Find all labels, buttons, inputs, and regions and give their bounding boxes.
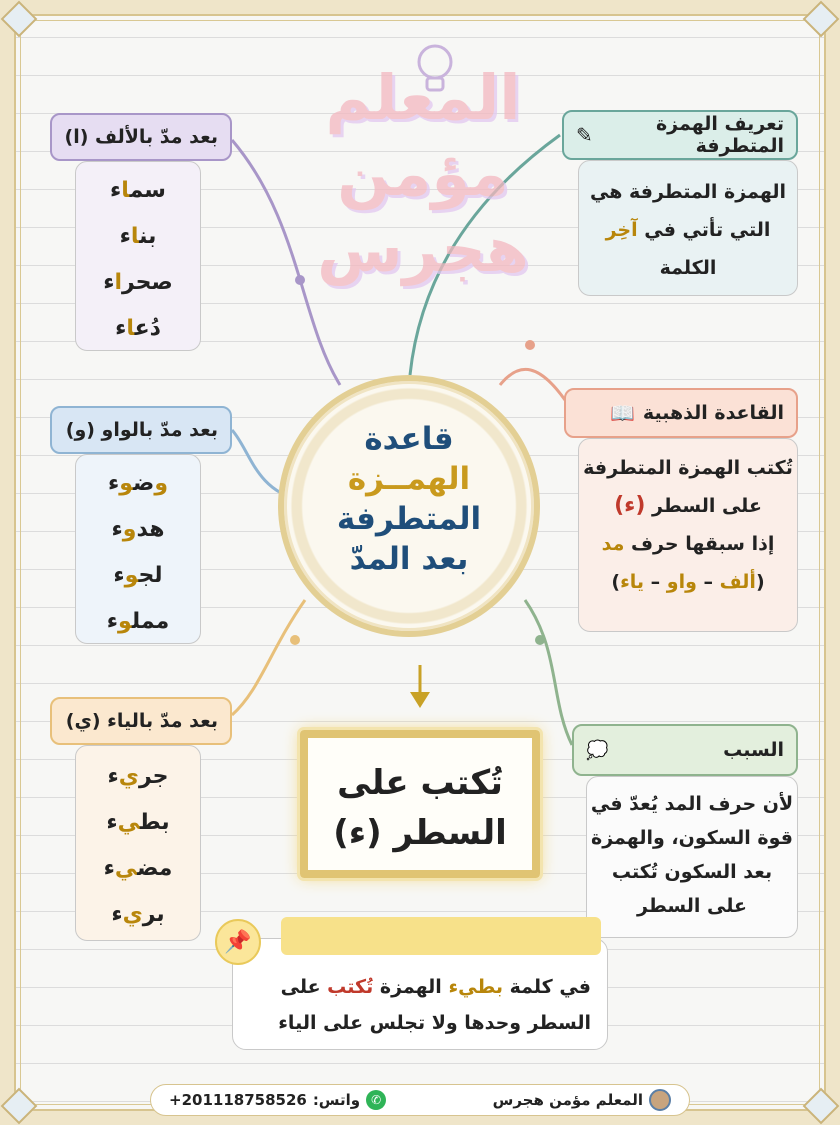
whatsapp-label: واتس: [312, 1091, 361, 1109]
definition-header [562, 110, 798, 160]
example-word: مضيء [103, 856, 173, 881]
note-line: في كلمة بطيء الهمزة تُكتب على [280, 976, 591, 998]
example-word: وضوء [108, 471, 168, 496]
center-title-line: قاعدة [364, 421, 454, 457]
golden-line: إذا سبقها حرف مد [601, 533, 775, 555]
logo-line: المعلم [325, 61, 521, 134]
alif-header [50, 113, 232, 161]
yaa-header [50, 697, 232, 745]
yaa-body [75, 745, 201, 941]
yaa-title: بعد مدّ بالياء (ي) [65, 710, 218, 732]
reason-body [586, 776, 798, 938]
book-icon: 📖 [610, 401, 635, 425]
note-highlight-bar [281, 917, 601, 955]
center-title-line: المتطرفة [336, 501, 482, 537]
teacher-credit [493, 1089, 671, 1111]
waw-body [75, 454, 201, 644]
golden-rule-body [578, 438, 798, 632]
golden-line: على السطر (ء) [614, 493, 762, 518]
logo-line: هجرس [317, 213, 529, 286]
example-word: بريء [111, 902, 165, 927]
example-word: هدوء [111, 517, 165, 542]
golden-line: تُكتب الهمزة المتطرفة [583, 457, 793, 479]
thought-bubble-icon: 💭 [586, 739, 609, 761]
example-word: لجوء [113, 563, 163, 588]
example-word: بناء [119, 224, 157, 249]
reason-title: السبب [723, 739, 784, 761]
rule-line: تُكتب على [337, 763, 503, 803]
definition-title: تعريف الهمزة المتطرفة [655, 113, 784, 157]
center-title-line: بعد المدّ [349, 541, 469, 577]
phone-number[interactable]: +201118758526 [169, 1091, 307, 1109]
definition-line: التي تأتي في آخِر [605, 219, 771, 241]
example-word: جريء [107, 764, 169, 789]
reason-line: قوة السكون، والهمزة [591, 827, 793, 849]
teacher-name: المعلم مؤمن هجرس [492, 1091, 643, 1109]
definition-body [578, 160, 798, 296]
example-word: بطيء [106, 810, 170, 835]
example-word: سماء [110, 178, 166, 203]
rule-line: السطر (ء) [333, 813, 507, 853]
golden-rule-title: القاعدة الذهبية [642, 402, 784, 424]
note-text [249, 969, 591, 1041]
golden-line: (ألف – واو – ياء) [611, 571, 765, 593]
alif-title: بعد مدّ بالألف (ا) [64, 126, 218, 148]
example-word: صحراء [103, 270, 173, 295]
central-title-circle [278, 375, 540, 637]
note-card [224, 929, 608, 1050]
center-title-line: الهمــزة [347, 461, 471, 497]
note-line: السطر وحدها ولا تجلس على الياء [278, 1012, 591, 1034]
reason-line: على السطر [637, 895, 747, 917]
example-word: مملوء [106, 609, 170, 634]
arrow-head [410, 692, 430, 708]
waw-header [50, 406, 232, 454]
alif-body [75, 161, 201, 351]
example-word: دُعاء [115, 316, 161, 341]
rule-summary-box [300, 730, 540, 878]
reason-header [572, 724, 798, 776]
pushpin-icon: 📌 [215, 919, 261, 965]
avatar [649, 1089, 671, 1111]
reason-line: بعد السكون تُكتب [611, 861, 773, 883]
whatsapp-contact[interactable] [169, 1090, 386, 1110]
definition-line: الكلمة [659, 257, 717, 279]
reason-line: لأن حرف المد يُعدّ في [590, 793, 794, 815]
pencil-icon: ✎ [576, 123, 593, 147]
teacher-logo [288, 60, 558, 330]
whatsapp-icon: ✆ [366, 1090, 386, 1110]
branch-reason [525, 600, 572, 745]
waw-title: بعد مدّ بالواو (و) [65, 419, 218, 441]
footer-bar [150, 1084, 690, 1116]
logo-line: مؤمن [337, 137, 509, 210]
definition-line: الهمزة المتطرفة هي [589, 181, 787, 203]
branch-yaa [232, 600, 305, 715]
golden-rule-header [564, 388, 798, 438]
